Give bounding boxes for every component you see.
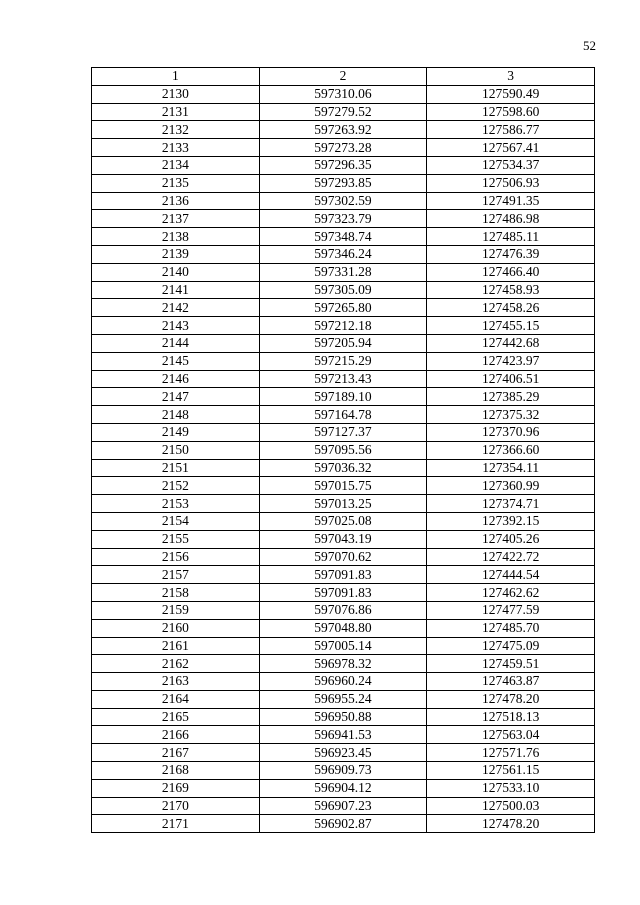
table-cell-col-3: 127444.54 [427,566,595,584]
table-cell-col-3: 127374.71 [427,495,595,513]
table-cell-col-1: 2133 [92,139,260,157]
column-header-2: 2 [259,68,427,86]
table-cell-col-2: 597095.56 [259,441,427,459]
table-cell-col-3: 127366.60 [427,441,595,459]
table-cell-col-1: 2144 [92,334,260,352]
table-row [92,423,595,441]
table-row [92,245,595,263]
table-cell-col-2: 596955.24 [259,690,427,708]
table-cell-col-2: 597164.78 [259,406,427,424]
table-cell-col-3: 127459.51 [427,655,595,673]
table-cell-col-1: 2159 [92,601,260,619]
table-cell-col-2: 597263.92 [259,121,427,139]
table-cell-col-3: 127534.37 [427,156,595,174]
table-cell-col-3: 127463.87 [427,673,595,691]
table-cell-col-1: 2135 [92,174,260,192]
table-cell-col-1: 2147 [92,388,260,406]
table-row [92,708,595,726]
table-row [92,263,595,281]
table-cell-col-3: 127567.41 [427,139,595,157]
table-cell-col-2: 597091.83 [259,566,427,584]
table-cell-col-1: 2134 [92,156,260,174]
table-row [92,388,595,406]
table-cell-col-3: 127478.20 [427,815,595,833]
header-row [92,68,595,86]
table-cell-col-1: 2145 [92,352,260,370]
table-row [92,779,595,797]
table-cell-col-2: 597346.24 [259,245,427,263]
table-cell-col-2: 597279.52 [259,103,427,121]
table-cell-col-3: 127590.49 [427,85,595,103]
table-cell-col-1: 2154 [92,512,260,530]
table-cell-col-2: 597013.25 [259,495,427,513]
table-cell-col-3: 127500.03 [427,797,595,815]
table-cell-col-1: 2131 [92,103,260,121]
table-cell-col-2: 597076.86 [259,601,427,619]
table-row [92,619,595,637]
table-cell-col-1: 2163 [92,673,260,691]
table-cell-col-3: 127561.15 [427,762,595,780]
table-cell-col-2: 597212.18 [259,317,427,335]
table-cell-col-3: 127385.29 [427,388,595,406]
table-cell-col-2: 597091.83 [259,584,427,602]
table-cell-col-3: 127506.93 [427,174,595,192]
table-row [92,334,595,352]
table-row [92,744,595,762]
table-row [92,156,595,174]
table-cell-col-1: 2168 [92,762,260,780]
table-cell-col-1: 2162 [92,655,260,673]
table-row [92,370,595,388]
table-cell-col-3: 127518.13 [427,708,595,726]
table-cell-col-1: 2160 [92,619,260,637]
table-header [92,68,595,86]
table-cell-col-1: 2169 [92,779,260,797]
table-cell-col-2: 597323.79 [259,210,427,228]
table-row [92,530,595,548]
table-cell-col-2: 596950.88 [259,708,427,726]
table-cell-col-2: 597348.74 [259,228,427,246]
table-cell-col-3: 127458.26 [427,299,595,317]
table-cell-col-2: 596907.23 [259,797,427,815]
table-cell-col-1: 2151 [92,459,260,477]
table-row [92,673,595,691]
coordinates-table [91,67,595,833]
table-row [92,815,595,833]
table-cell-col-1: 2132 [92,121,260,139]
table-cell-col-1: 2148 [92,406,260,424]
table-cell-col-1: 2152 [92,477,260,495]
table-cell-col-3: 127360.99 [427,477,595,495]
table-row [92,174,595,192]
table-row [92,121,595,139]
table-cell-col-1: 2165 [92,708,260,726]
table-row [92,601,595,619]
table-row [92,762,595,780]
table-row [92,566,595,584]
table-row [92,441,595,459]
table-cell-col-2: 597310.06 [259,85,427,103]
table-cell-col-1: 2142 [92,299,260,317]
table-cell-col-1: 2158 [92,584,260,602]
table-cell-col-1: 2143 [92,317,260,335]
table-cell-col-3: 127491.35 [427,192,595,210]
table-cell-col-3: 127563.04 [427,726,595,744]
table-cell-col-3: 127354.11 [427,459,595,477]
table-cell-col-3: 127392.15 [427,512,595,530]
table-row [92,352,595,370]
table-cell-col-1: 2139 [92,245,260,263]
table-row [92,228,595,246]
table-cell-col-1: 2153 [92,495,260,513]
table-cell-col-2: 596904.12 [259,779,427,797]
table-cell-col-2: 596923.45 [259,744,427,762]
table-cell-col-3: 127458.93 [427,281,595,299]
table-cell-col-3: 127375.32 [427,406,595,424]
table-cell-col-3: 127405.26 [427,530,595,548]
table-cell-col-1: 2164 [92,690,260,708]
column-header-3: 3 [427,68,595,86]
table-cell-col-3: 127462.62 [427,584,595,602]
table-cell-col-1: 2140 [92,263,260,281]
table-row [92,584,595,602]
table-cell-col-3: 127586.77 [427,121,595,139]
table-cell-col-2: 597265.80 [259,299,427,317]
table-cell-col-3: 127485.70 [427,619,595,637]
table-cell-col-1: 2155 [92,530,260,548]
table-cell-col-3: 127406.51 [427,370,595,388]
table-cell-col-3: 127478.20 [427,690,595,708]
table-cell-col-2: 597331.28 [259,263,427,281]
table-cell-col-2: 597070.62 [259,548,427,566]
table-cell-col-3: 127370.96 [427,423,595,441]
table-cell-col-2: 597127.37 [259,423,427,441]
table-row [92,690,595,708]
table-cell-col-1: 2161 [92,637,260,655]
table-cell-col-1: 2150 [92,441,260,459]
column-header-1: 1 [92,68,260,86]
table-cell-col-2: 597036.32 [259,459,427,477]
table-row [92,103,595,121]
table-row [92,85,595,103]
table-cell-col-3: 127422.72 [427,548,595,566]
table-cell-col-1: 2141 [92,281,260,299]
table-cell-col-3: 127571.76 [427,744,595,762]
table-row [92,512,595,530]
table-cell-col-2: 597305.09 [259,281,427,299]
table-row [92,495,595,513]
table-cell-col-3: 127466.40 [427,263,595,281]
table-row [92,637,595,655]
table-cell-col-2: 597215.29 [259,352,427,370]
table-cell-col-3: 127477.59 [427,601,595,619]
table-cell-col-1: 2167 [92,744,260,762]
table-cell-col-3: 127442.68 [427,334,595,352]
table-cell-col-1: 2157 [92,566,260,584]
table-cell-col-3: 127423.97 [427,352,595,370]
table-cell-col-3: 127486.98 [427,210,595,228]
table-row [92,192,595,210]
table-cell-col-1: 2138 [92,228,260,246]
table-row [92,406,595,424]
table-cell-col-1: 2156 [92,548,260,566]
table-cell-col-3: 127533.10 [427,779,595,797]
table-cell-col-2: 597015.75 [259,477,427,495]
table-cell-col-1: 2149 [92,423,260,441]
table-cell-col-1: 2137 [92,210,260,228]
table-cell-col-2: 597293.85 [259,174,427,192]
table-cell-col-1: 2170 [92,797,260,815]
table-cell-col-1: 2171 [92,815,260,833]
table-row [92,281,595,299]
table-row [92,459,595,477]
table-cell-col-1: 2166 [92,726,260,744]
table-row [92,477,595,495]
page-number: 52 [583,38,596,53]
table-cell-col-2: 597273.28 [259,139,427,157]
table-row [92,726,595,744]
table-cell-col-2: 597302.59 [259,192,427,210]
table-cell-col-1: 2130 [92,85,260,103]
table-row [92,548,595,566]
table-cell-col-2: 597205.94 [259,334,427,352]
table-cell-col-2: 597005.14 [259,637,427,655]
table-cell-col-2: 596960.24 [259,673,427,691]
table-cell-col-3: 127476.39 [427,245,595,263]
table-row [92,299,595,317]
table-cell-col-3: 127455.15 [427,317,595,335]
table-cell-col-2: 597296.35 [259,156,427,174]
table-cell-col-3: 127485.11 [427,228,595,246]
table-cell-col-2: 596941.53 [259,726,427,744]
table-cell-col-3: 127598.60 [427,103,595,121]
table-body [92,85,595,832]
table-row [92,655,595,673]
table-cell-col-2: 596902.87 [259,815,427,833]
table-row [92,210,595,228]
table-cell-col-2: 596978.32 [259,655,427,673]
table-cell-col-2: 596909.73 [259,762,427,780]
table-row [92,317,595,335]
table-row [92,797,595,815]
table-cell-col-2: 597189.10 [259,388,427,406]
table-cell-col-2: 597043.19 [259,530,427,548]
table-cell-col-1: 2146 [92,370,260,388]
table-cell-col-2: 597025.08 [259,512,427,530]
table-cell-col-2: 597048.80 [259,619,427,637]
table-cell-col-3: 127475.09 [427,637,595,655]
table-cell-col-2: 597213.43 [259,370,427,388]
table-row [92,139,595,157]
table-cell-col-1: 2136 [92,192,260,210]
